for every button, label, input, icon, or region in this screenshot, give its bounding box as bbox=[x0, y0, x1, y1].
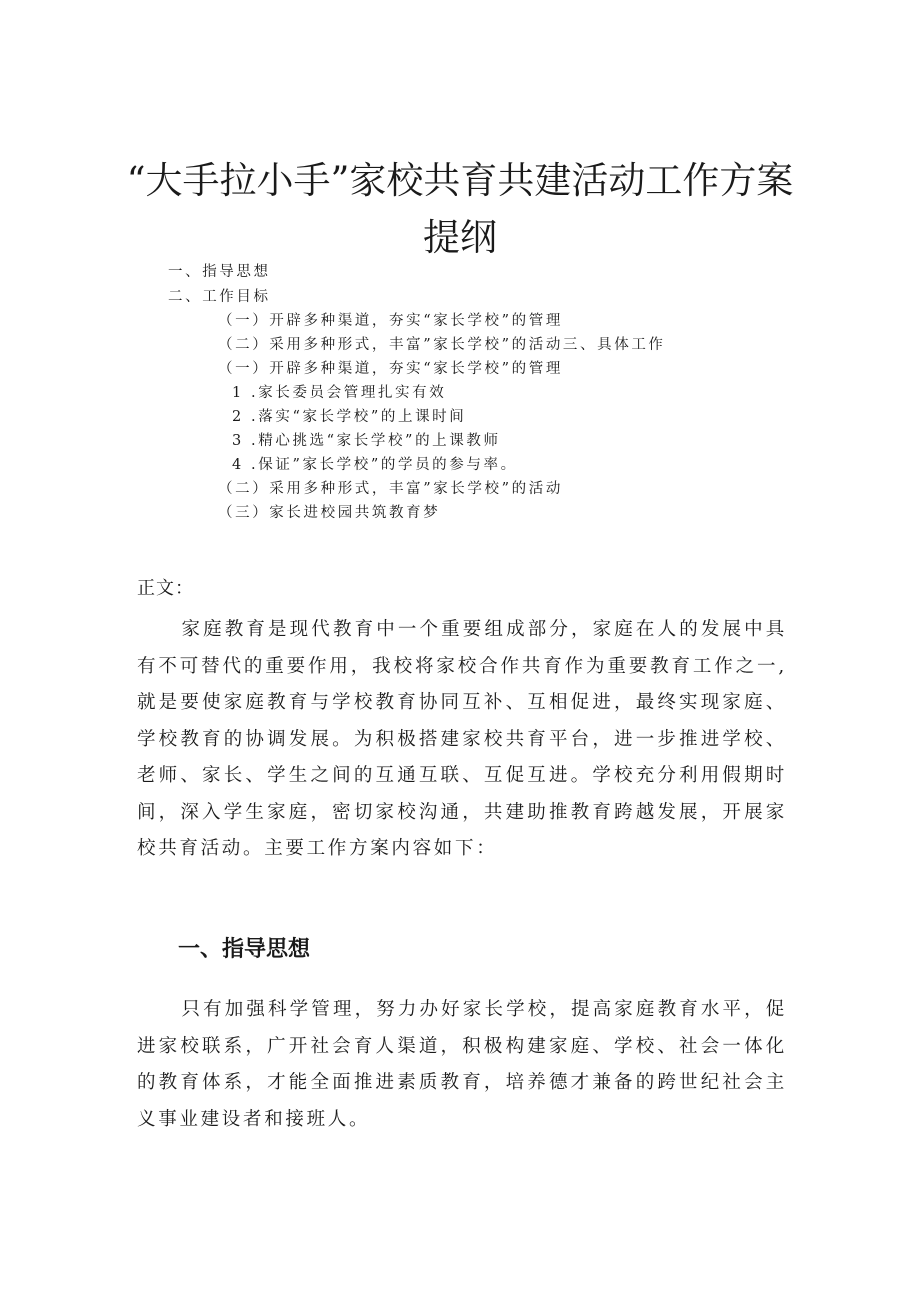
document-title-subtitle: 提纲 bbox=[423, 216, 497, 259]
section-paragraph-text: 只有加强科学管理，努力办好家长学校，提高家庭教育水平，促进家校联系，广开社会育人渠道，积极构建家庭、学校、社会一体化的教育体系，才能全面推进素质教育，培养德才兼备的跨世纪社会主义事业建设者和接班人。 bbox=[137, 999, 787, 1130]
outline-item: （一）开辟多种渠道，夯实“家长学校”的管理 bbox=[218, 361, 563, 377]
body-label: 正文： bbox=[137, 578, 194, 599]
intro-paragraph bbox=[137, 612, 787, 868]
document-title: “大手拉小手”家校共育共建活动工作方案 bbox=[126, 159, 794, 202]
section-paragraph bbox=[137, 992, 787, 1138]
outline-item: 一、指导思想 bbox=[168, 264, 271, 280]
section-heading: 一、指导思想 bbox=[178, 937, 311, 962]
outline-item: 1 .家长委员会管理扎实有效 bbox=[232, 385, 447, 401]
outline-item: 二、工作目标 bbox=[168, 289, 271, 305]
outline-item: （三）家长进校园共筑教育梦 bbox=[218, 505, 441, 521]
outline-item: 2 .落实“家长学校”的上课时间 bbox=[232, 409, 467, 425]
intro-paragraph-text: 家庭教育是现代教育中一个重要组成部分，家庭在人的发展中具有不可替代的重要作用，我校将家校合作共育作为重要教育工作之一,就是要使家庭教育与学校教育协同互补、互相促进，最终实现家庭、学校教育的协调发展。为积极搭建家校共育平台，进一步推进学校、老师、家长、学生之间的互通互联、互促互进。学校充分利用假期时间，深入学生家庭，密切家校沟通，共建助推教育跨越发展，开展家校共育活动。主要工作方案内容如下： bbox=[137, 619, 787, 859]
outline-item: （二）采用多种形式，丰富”家长学校”的活动 bbox=[218, 481, 563, 497]
outline-item: 3 .精心挑选“家长学校”的上课教师 bbox=[232, 433, 501, 449]
outline-item: （二）采用多种形式，丰富”家长学校”的活动三、具体工作 bbox=[218, 337, 666, 353]
outline-item: 4 .保证”家长学校”的学员的参与率。 bbox=[232, 457, 518, 473]
outline-item: （一）开辟多种渠道，夯实“家长学校”的管理 bbox=[218, 313, 563, 329]
